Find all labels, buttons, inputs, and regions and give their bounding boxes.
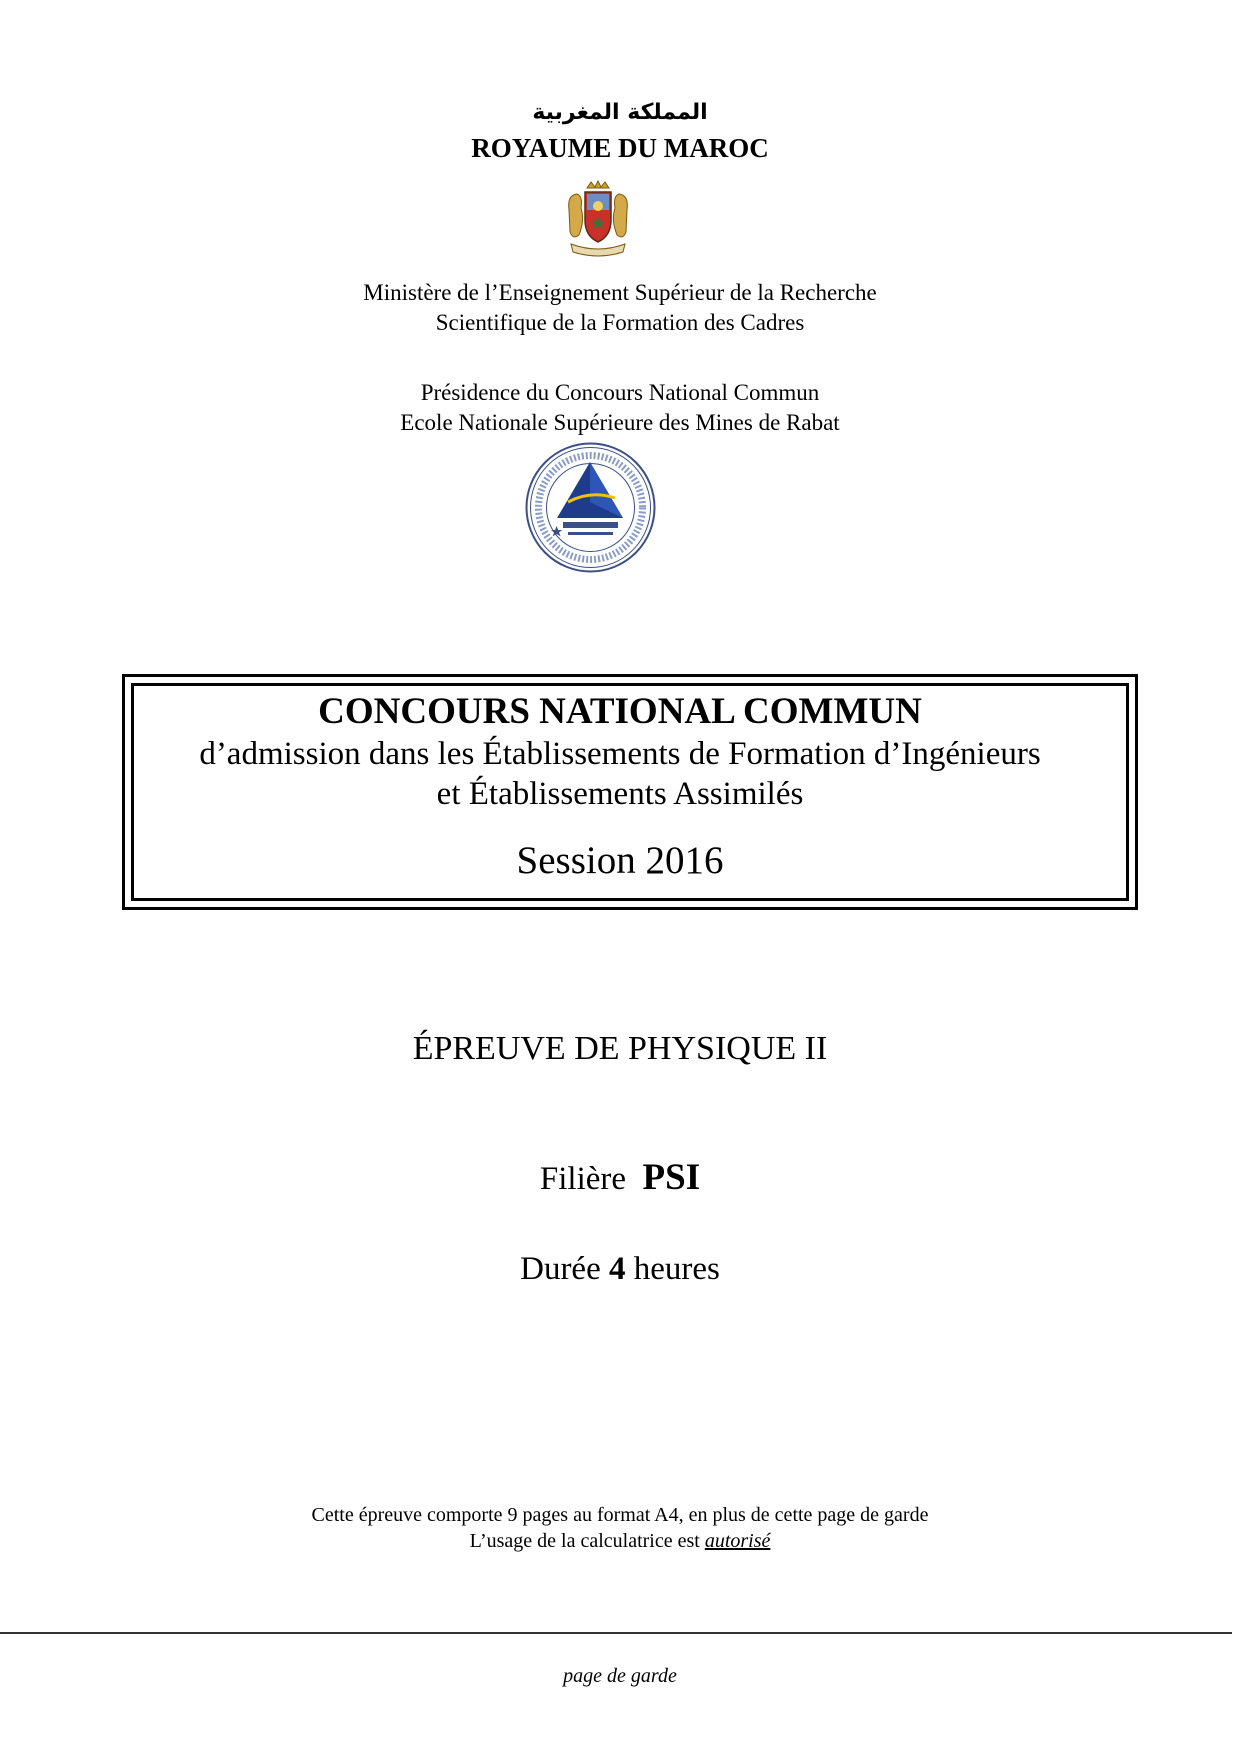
duree-value: 4 [608, 1251, 626, 1287]
pages-note: Cette épreuve comporte 9 pages au format A4, en plus de cette page de garde [311, 1504, 929, 1526]
ministry-block [0, 278, 1240, 338]
duree-label: Durée [520, 1251, 601, 1287]
filiere-value: PSI [642, 1157, 701, 1198]
filiere-label: Filière [539, 1161, 627, 1197]
enim-seal-icon [523, 440, 658, 575]
ministry-line-1: Ministère de l’Enseignement Supérieur de la Recherche [363, 280, 877, 305]
banner-subtitle-line-2: et Établissements Assimilés [436, 776, 804, 812]
presidency-block [0, 378, 1240, 438]
banner-subtitle-line-1: d’admission dans les Établissements de Formation d’Ingénieurs [199, 736, 1041, 772]
filiere-line [0, 1156, 1240, 1199]
calculator-prefix: L’usage de la calculatrice est [469, 1530, 700, 1552]
exam-name: ÉPREUVE DE PHYSIQUE II [412, 1030, 828, 1067]
presidency-line-2: Ecole Nationale Supérieure des Mines de Rabat [400, 410, 840, 435]
footer-divider [0, 1632, 1232, 1634]
banner-title: CONCOURS NATIONAL COMMUN [318, 691, 922, 732]
footer-label: page de garde [563, 1665, 677, 1687]
calculator-status: autorisé [704, 1530, 771, 1552]
arabic-title: المملكة المغربية [532, 100, 708, 125]
duree-line [0, 1251, 1240, 1288]
ministry-line-2: Scientifique de la Formation des Cadres [435, 310, 805, 335]
coat-of-arms-icon [565, 180, 631, 260]
kingdom-title: ROYAUME DU MAROC [471, 133, 769, 163]
presidency-line-1: Présidence du Concours National Commun [420, 380, 820, 405]
duree-unit: heures [633, 1251, 720, 1287]
calculator-note [0, 1530, 1240, 1553]
session-label: Session 2016 [516, 839, 724, 882]
